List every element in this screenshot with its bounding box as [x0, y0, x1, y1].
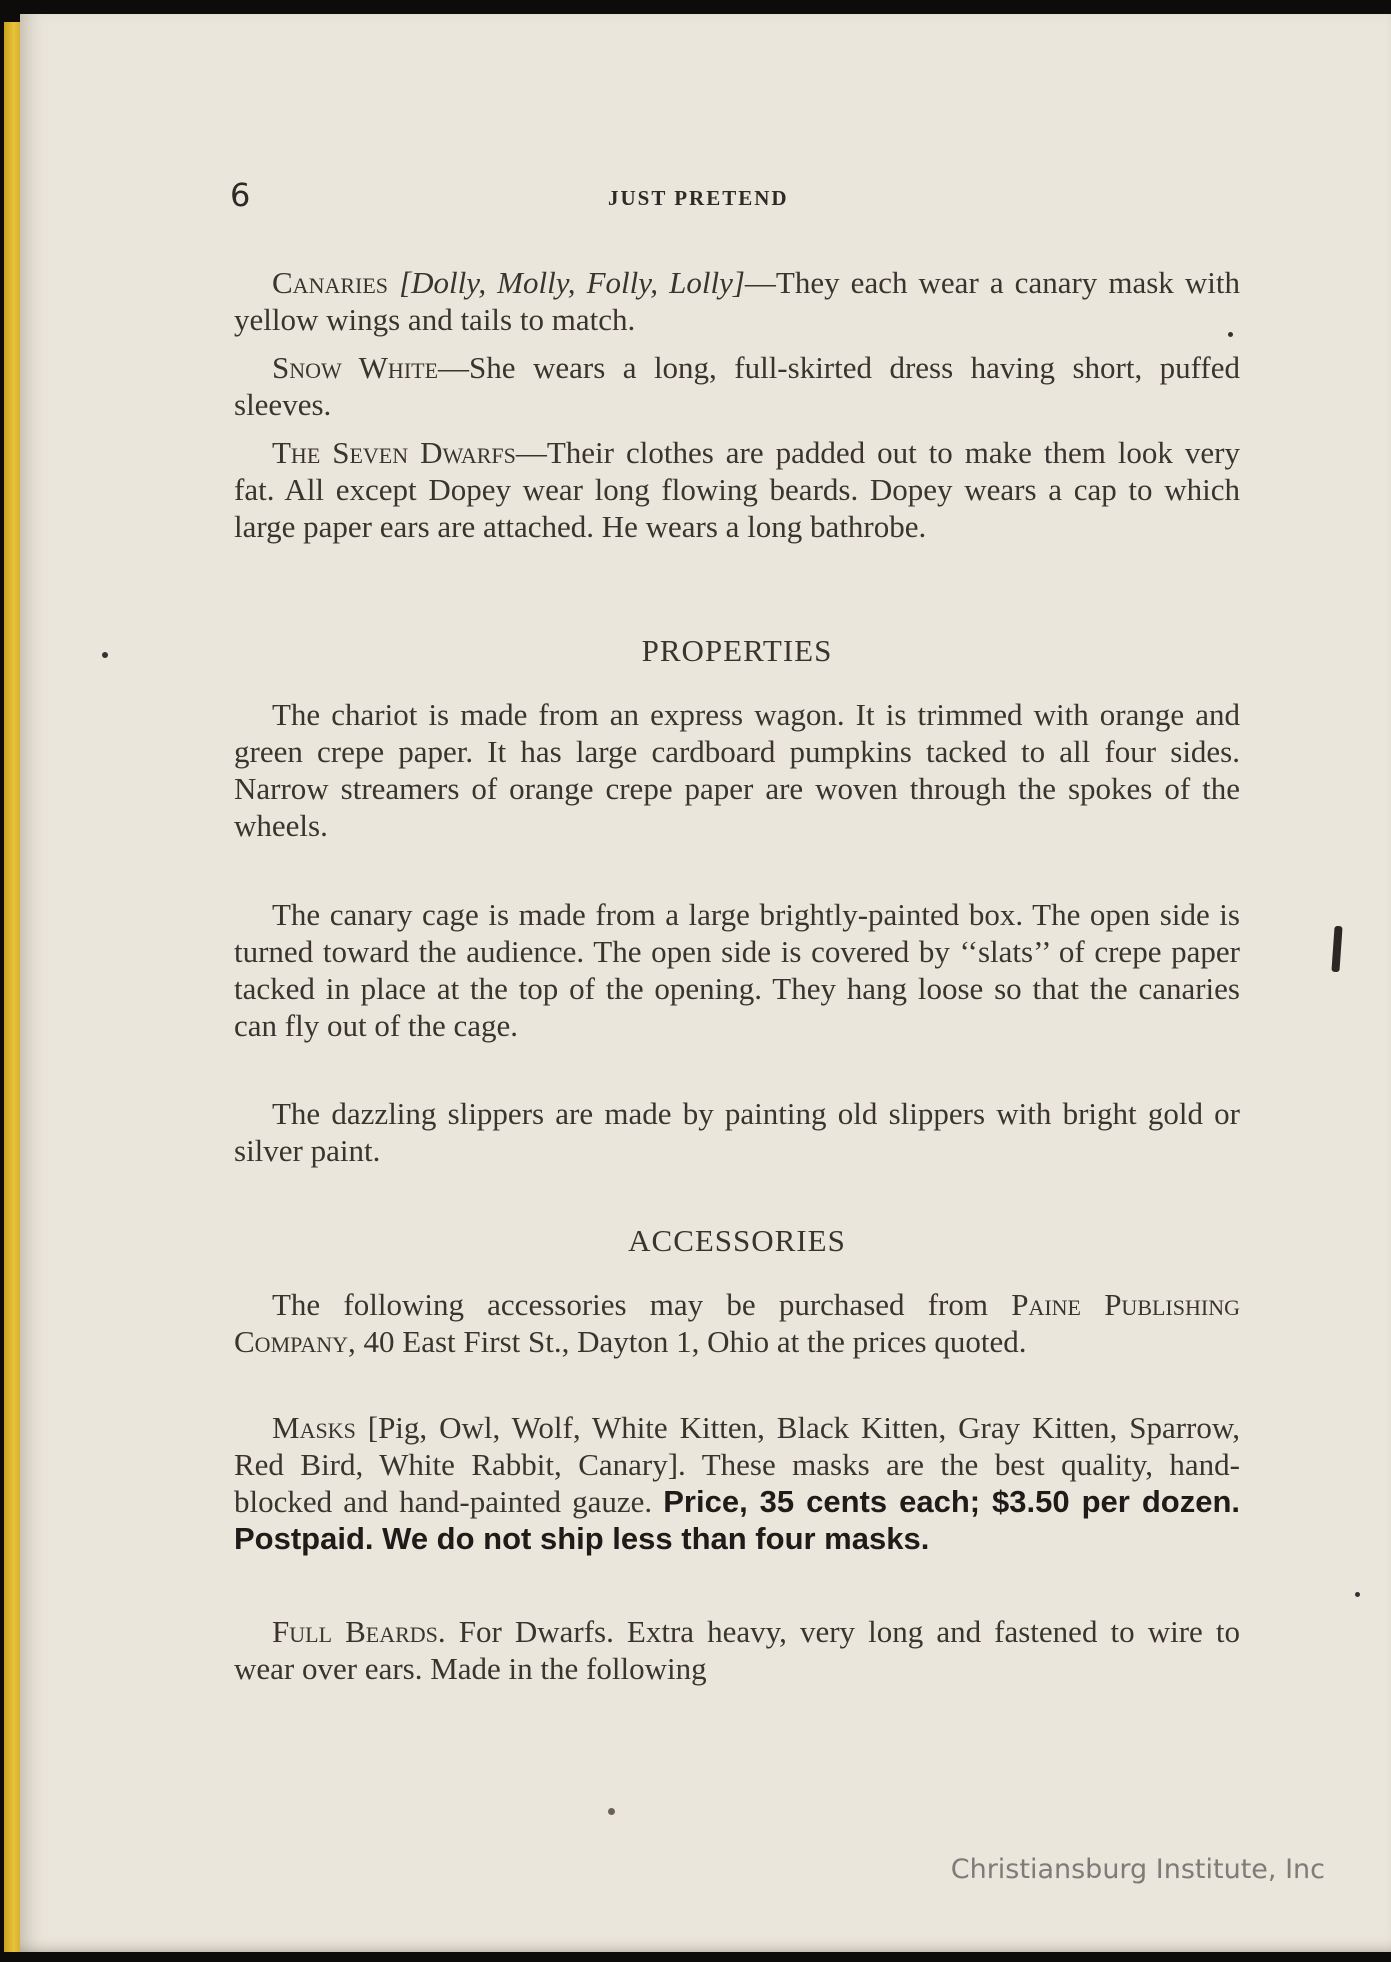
item-label: Masks	[272, 1410, 356, 1445]
item-text: . For Dwarfs. Extra heavy, very long and fastened to wire to wear over ears. Made in the following	[234, 1614, 1240, 1686]
watermark: Christiansburg Institute, Inc	[950, 1854, 1325, 1885]
yellow-cover-edge	[4, 22, 20, 1952]
costume-name: Snow White	[272, 350, 439, 385]
costume-name: The Seven Dwarfs	[272, 435, 516, 470]
properties-paragraph: The canary cage is made from a large brightly-painted box. The open side is turned toward the audience. The open side is covered by ‘‘slats’’ of crepe paper tacked in place at the top of the opening. They hang loose so that the canaries can fly out of the cage.	[234, 897, 1240, 1043]
properties-paragraph: The chariot is made from an express wagon. It is trimmed with orange and green crepe paper. It has large cardboard pumpkins tacked to all four sides. Narrow streamers of orange crepe paper are woven through the spokes of the wheels.	[234, 697, 1240, 843]
costume-text: —She wears a long, full-skirted dress having short, puffed sleeves.	[234, 350, 1240, 422]
page-number: 6	[230, 176, 251, 214]
costume-names-list: [Dolly, Molly, Folly, Lolly]	[399, 265, 745, 300]
item-text: [Pig, Owl, Wolf, White Kitten, Black Kitten, Gray Kitten, Sparrow, Red Bird, White Rabbit, Canary]. These masks are the best quality, hand-blocked and hand-painted gauze.	[234, 1410, 1240, 1519]
accessories-masks	[234, 1409, 1240, 1557]
paper-speck	[102, 652, 108, 658]
costume-seven-dwarfs	[234, 434, 1240, 545]
paper-speck	[1355, 1592, 1360, 1597]
intro-text: The following accessories may be purchased from	[272, 1287, 1012, 1322]
accessories-intro	[234, 1286, 1240, 1360]
properties-paragraph: The dazzling slippers are made by painting old slippers with bright gold or silver paint.	[234, 1096, 1240, 1168]
costume-snow-white	[234, 349, 1240, 423]
costume-text: —Their clothes are padded out to make them look very fat. All except Dopey wear long flowing beards. Dopey wears a cap to which large paper ears are attached. He wears a long bathrobe.	[234, 435, 1240, 544]
accessories-heading: ACCESSORIES	[628, 1223, 846, 1258]
properties-heading: PROPERTIES	[641, 633, 833, 668]
company-name: Paine Publishing Company	[234, 1287, 1240, 1359]
costume-canaries	[234, 264, 1240, 338]
running-head	[230, 176, 1240, 216]
item-label: Full Beards	[272, 1614, 438, 1649]
running-title: JUST PRETEND	[608, 186, 789, 210]
item-price: Price, 35 cents each; $3.50 per dozen. Postpaid. We do not ship less than four masks.	[234, 1484, 1241, 1556]
costume-text: —They each wear a canary mask with yellow wings and tails to match.	[234, 265, 1240, 337]
accessories-beards	[234, 1613, 1240, 1687]
costume-name: Canaries	[272, 265, 389, 300]
intro-text: , 40 East First St., Dayton 1, Ohio at the prices quoted.	[348, 1324, 1027, 1359]
page-content	[230, 0, 1241, 1962]
